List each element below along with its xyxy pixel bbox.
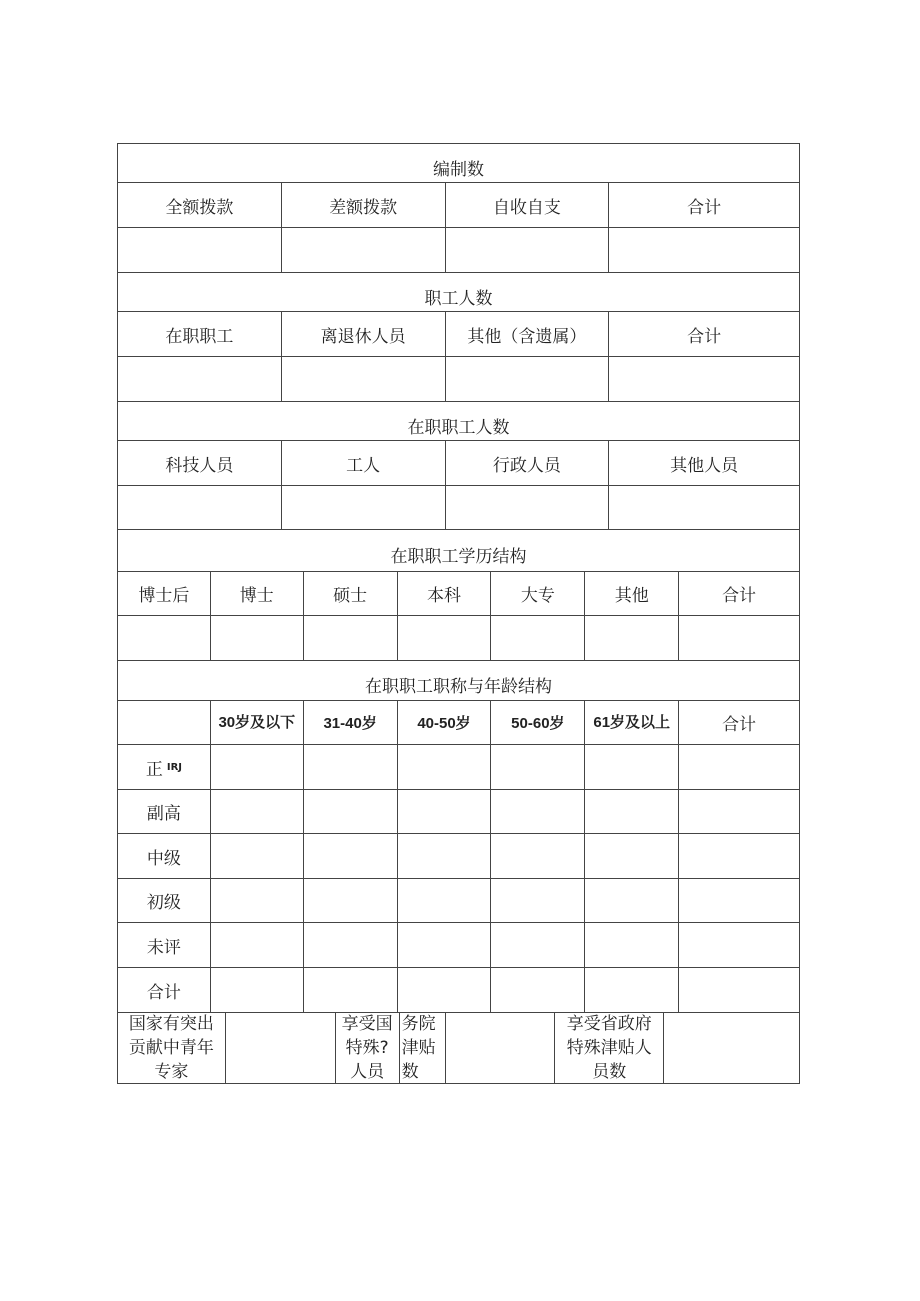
employees-value-total[interactable] [609,357,800,402]
employees-header-row [117,312,800,357]
title-age-cell[interactable] [679,879,800,923]
experts-national-label: 国家有突出贡献中青年专家 [118,1013,226,1084]
education-value-other[interactable] [585,616,679,661]
education-header-postdoc: 博士后 [118,572,211,616]
active-staff-value-admin[interactable] [446,486,610,530]
title-age-cell[interactable] [585,923,679,968]
title-age-row-junior [117,879,800,923]
active-staff-title-row [117,402,800,441]
title-age-cell[interactable] [585,879,679,923]
title-age-cell[interactable] [304,790,398,834]
experts-state-label-a: 享受国特殊?人员 [336,1013,400,1084]
staffing-value-row [117,228,800,273]
title-age-cell[interactable] [585,968,679,1013]
active-staff-title: 在职职工人数 [118,402,800,441]
staffing-header-full: 全额拨款 [118,183,282,228]
active-staff-header-other: 其他人员 [609,441,800,486]
employees-value-other[interactable] [446,357,610,402]
title-age-row-label: 未评 [118,923,211,968]
title-age-row-intermediate [117,834,800,879]
experts-province-label: 享受省政府特殊津贴人员数 [555,1013,664,1084]
title-age-cell[interactable] [304,879,398,923]
title-age-cell[interactable] [491,834,585,879]
title-age-cell[interactable] [679,790,800,834]
title-age-title-row [117,661,800,701]
experts-state-value[interactable] [446,1013,556,1084]
title-age-cell[interactable] [211,968,304,1013]
title-age-header-total: 合计 [679,701,800,745]
education-value-row [117,616,800,661]
staffing-header-total: 合计 [609,183,800,228]
staffing-header-self: 自收自支 [446,183,610,228]
title-age-header-40-50: 40-50岁 [398,701,492,745]
education-header-row [117,572,800,616]
title-age-header-61-plus: 61岁及以上 [585,701,679,745]
active-staff-value-other[interactable] [609,486,800,530]
staffing-value-full[interactable] [118,228,282,273]
title-age-cell[interactable] [398,745,492,790]
experts-row [117,1013,800,1084]
title-age-cell[interactable] [211,923,304,968]
experts-national-value[interactable] [226,1013,336,1084]
employees-title-row [117,273,800,312]
staffing-header-row [117,183,800,228]
title-age-row-senior [117,745,800,790]
active-staff-value-tech[interactable] [118,486,282,530]
employees-value-active[interactable] [118,357,282,402]
title-age-cell[interactable] [585,834,679,879]
title-age-cell[interactable] [491,923,585,968]
title-age-row-label: 初级 [118,879,211,923]
education-header-college: 大专 [491,572,585,616]
title-age-cell[interactable] [211,790,304,834]
title-age-row-label: 副高 [118,790,211,834]
employees-header-active: 在职职工 [118,312,282,357]
row-label-text: 正 [145,759,163,780]
title-age-row-total [117,968,800,1013]
education-header-master: 硕士 [304,572,398,616]
title-age-cell[interactable] [491,968,585,1013]
title-age-cell[interactable] [679,923,800,968]
education-header-other: 其他 [585,572,679,616]
staffing-value-diff[interactable] [282,228,446,273]
active-staff-header-row [117,441,800,486]
employees-value-row [117,357,800,402]
staffing-title-row [117,143,800,183]
title-age-header-50-60: 50-60岁 [491,701,585,745]
staffing-form-table [117,143,800,1084]
title-age-cell[interactable] [398,790,492,834]
employees-header-retired: 离退休人员 [282,312,446,357]
staffing-value-total[interactable] [609,228,800,273]
active-staff-value-worker[interactable] [282,486,446,530]
title-age-row-unrated [117,923,800,968]
education-header-bachelor: 本科 [398,572,492,616]
title-age-cell[interactable] [304,923,398,968]
title-age-cell[interactable] [304,834,398,879]
title-age-row-label [118,745,211,790]
active-staff-header-tech: 科技人员 [118,441,282,486]
education-value-master[interactable] [304,616,398,661]
education-value-phd[interactable] [211,616,304,661]
row-label-suffix: IRJ [166,761,182,773]
staffing-value-self[interactable] [446,228,610,273]
title-age-cell[interactable] [304,745,398,790]
title-age-cell[interactable] [585,790,679,834]
experts-province-value[interactable] [664,1013,800,1084]
title-age-header-31-40: 31-40岁 [304,701,398,745]
staffing-title: 编制数 [118,143,800,183]
education-value-college[interactable] [491,616,585,661]
title-age-header-row [117,701,800,745]
title-age-header-under30: 30岁及以下 [211,701,304,745]
title-age-row-label: 中级 [118,834,211,879]
employees-header-total: 合计 [609,312,800,357]
education-value-postdoc[interactable] [118,616,211,661]
education-value-total[interactable] [679,616,800,661]
active-staff-header-admin: 行政人员 [446,441,610,486]
title-age-cell[interactable] [211,834,304,879]
active-staff-header-worker: 工人 [282,441,446,486]
employees-header-other: 其他（含遗属） [446,312,610,357]
title-age-cell[interactable] [679,834,800,879]
education-value-bachelor[interactable] [398,616,492,661]
title-age-cell[interactable] [398,923,492,968]
active-staff-value-row [117,486,800,530]
experts-state-label-b: 务院津贴数 [400,1013,446,1084]
title-age-cell[interactable] [304,968,398,1013]
education-header-total: 合计 [679,572,800,616]
title-age-cell[interactable] [679,745,800,790]
employees-title: 职工人数 [118,273,800,312]
staffing-header-diff: 差额拨款 [282,183,446,228]
title-age-cell[interactable] [398,879,492,923]
education-title-row [117,530,800,572]
title-age-header-blank [118,701,211,745]
title-age-cell[interactable] [491,745,585,790]
title-age-cell[interactable] [491,790,585,834]
title-age-title: 在职职工职称与年龄结构 [118,661,800,701]
title-age-cell[interactable] [585,745,679,790]
employees-value-retired[interactable] [282,357,446,402]
title-age-row-label: 合计 [118,968,211,1013]
education-title: 在职职工学历结构 [118,530,800,572]
title-age-row-associate [117,790,800,834]
title-age-cell[interactable] [398,968,492,1013]
title-age-cell[interactable] [211,745,304,790]
title-age-cell[interactable] [211,879,304,923]
title-age-cell[interactable] [679,968,800,1013]
title-age-cell[interactable] [491,879,585,923]
education-header-phd: 博士 [211,572,304,616]
title-age-cell[interactable] [398,834,492,879]
